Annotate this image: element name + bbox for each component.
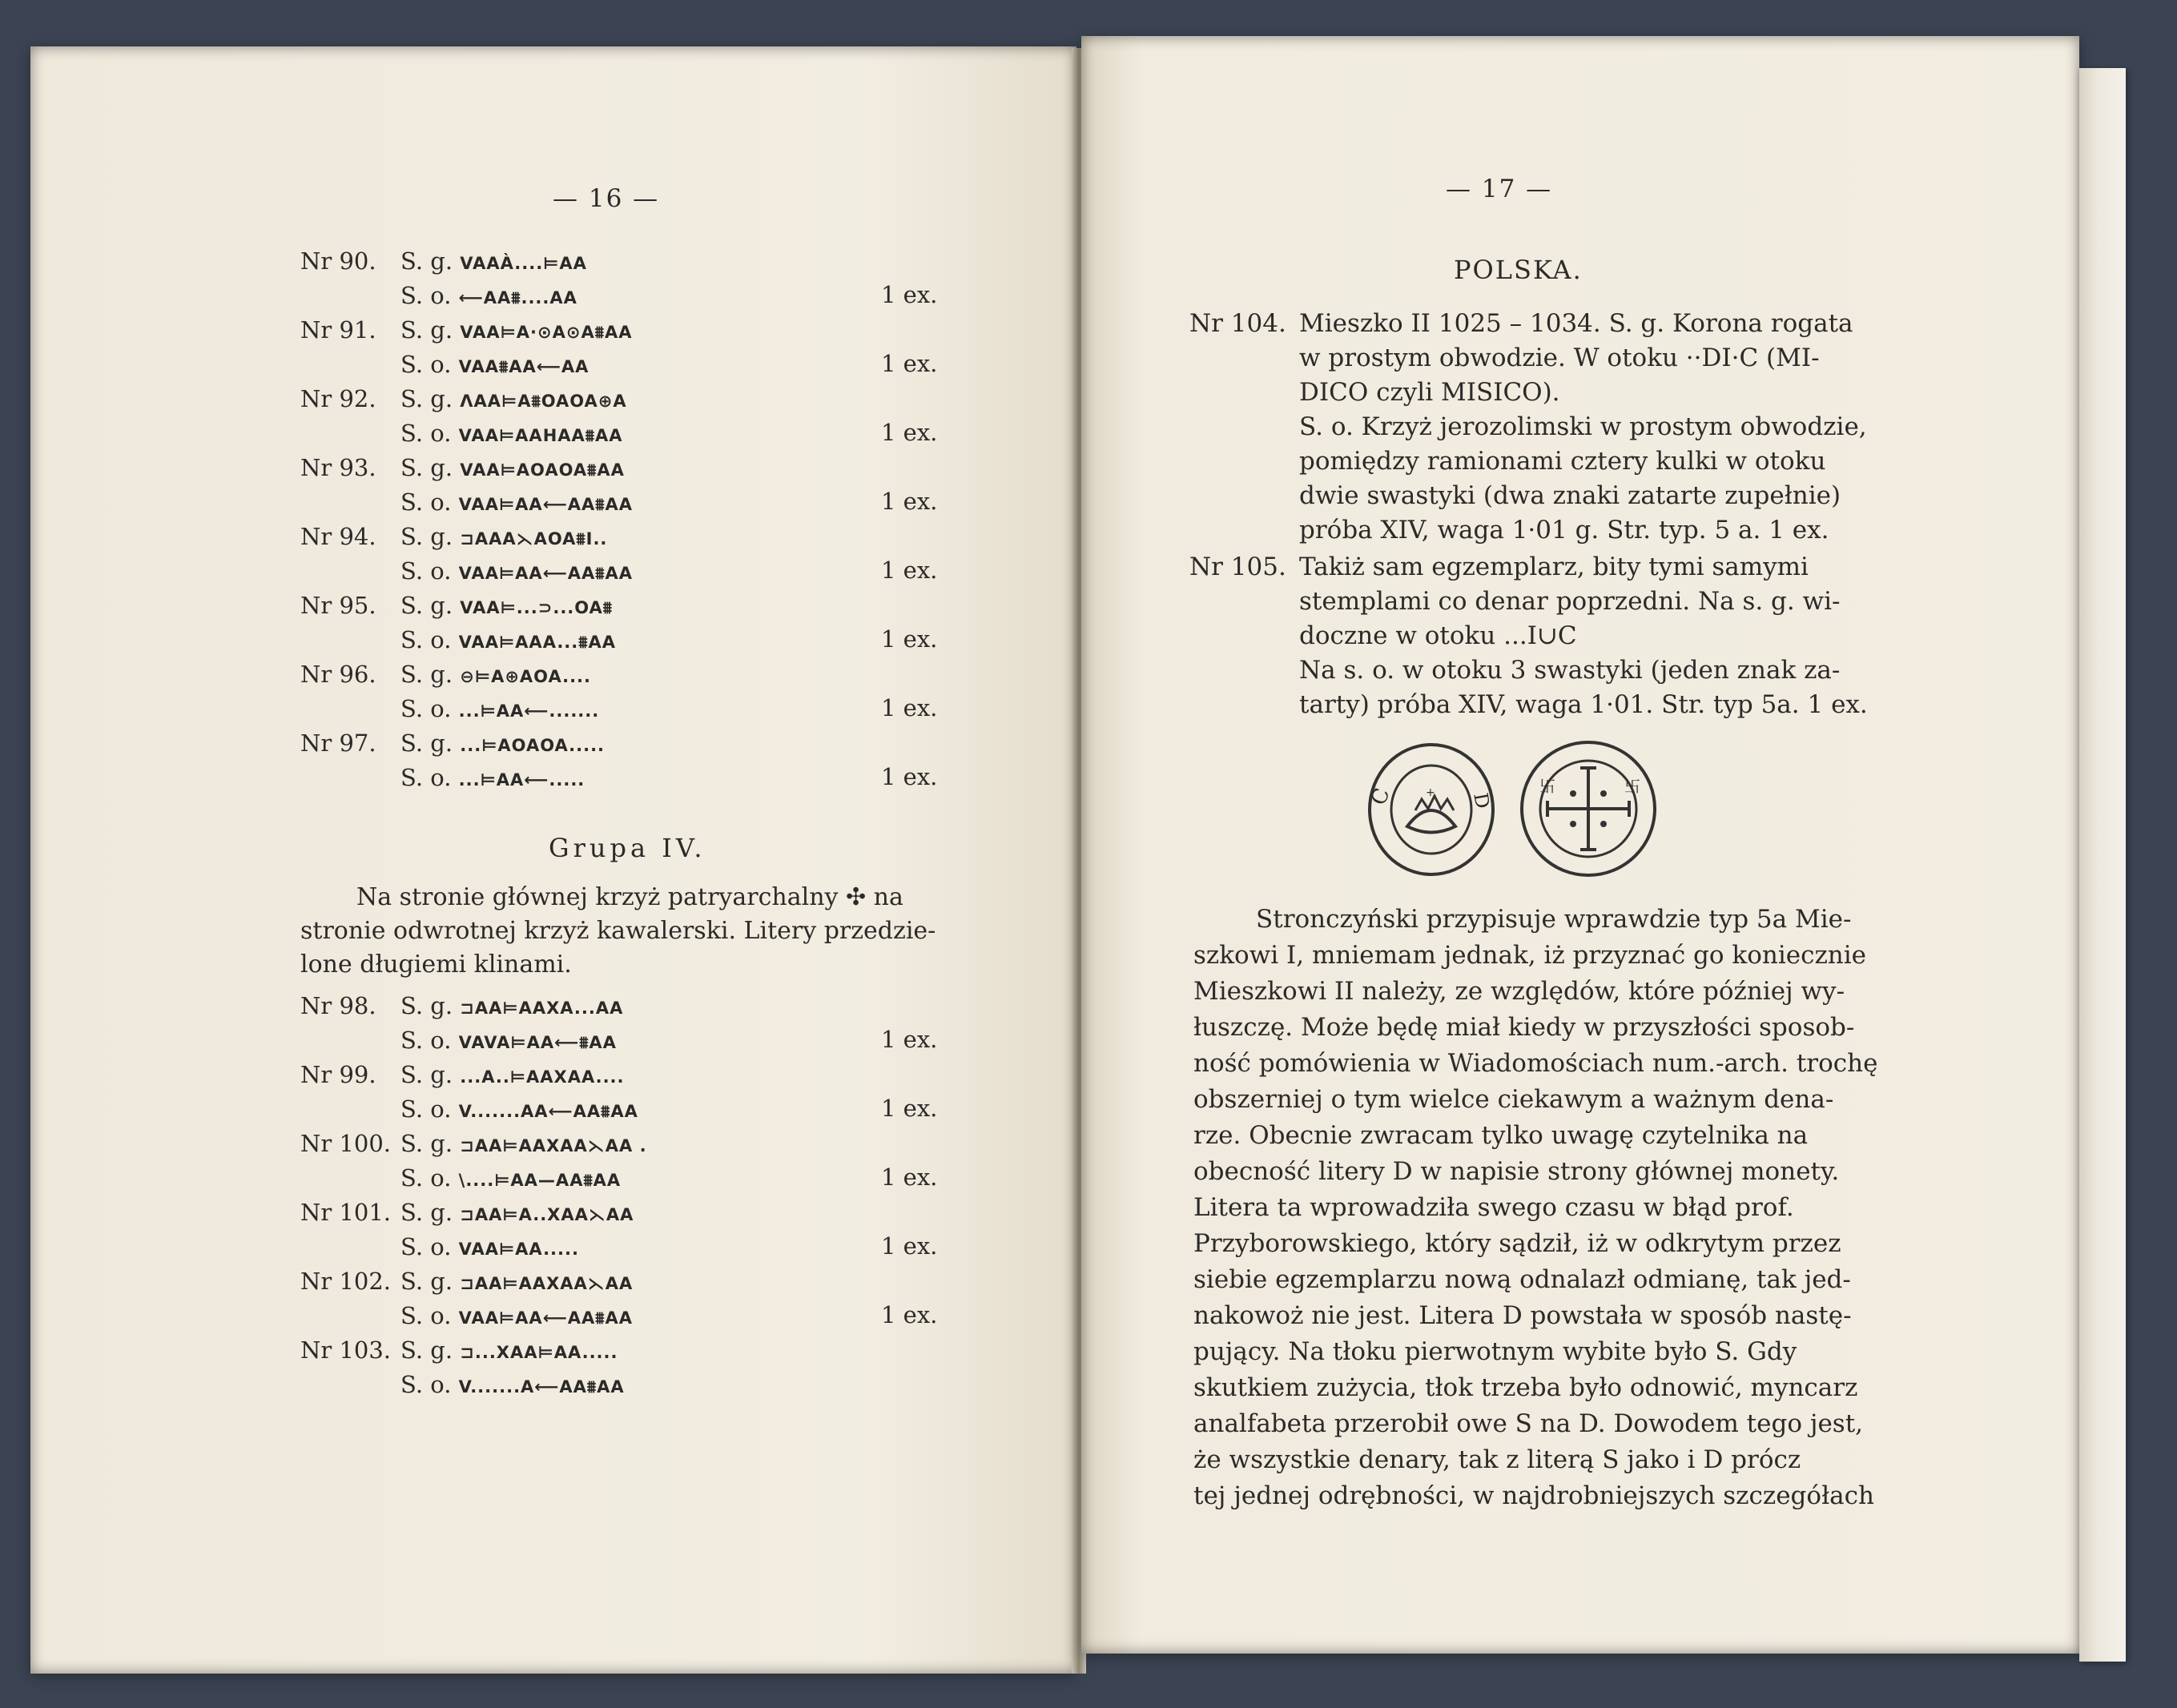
text-line: Mieszkowi II należy, ze względów, które później wy- (1193, 977, 1845, 1006)
entry-row (300, 660, 591, 691)
inscription: VAA⊨...⊃...OA⩩ (460, 598, 614, 617)
text-line: S. o. Krzyż jerozolimski w prostym obwodzie, (1299, 412, 1867, 441)
side-label: S. g. (400, 1061, 453, 1088)
text-line: że wszystkie denary, tak z literą S jako i D prócz (1193, 1445, 1801, 1474)
side-label: S. o. (400, 488, 452, 516)
text-line: ność pomówienia w Wiadomościach num.-arch. trochę (1193, 1049, 1878, 1078)
quantity: 1 ex. (881, 557, 938, 584)
cross-icon (1523, 744, 1653, 874)
inscription: V.......A⟵AA⩩AA (458, 1377, 625, 1397)
inscription: ⊐AA⊨AAXAA⋋AA (460, 1274, 634, 1293)
entry-row (400, 1095, 638, 1126)
entry-row (300, 1336, 618, 1367)
side-label: S. g. (400, 592, 453, 619)
quantity: 1 ex. (881, 281, 938, 308)
coin-letter: C (1366, 785, 1395, 809)
svg-text:+: + (1426, 786, 1435, 799)
side-label: S. o. (400, 420, 452, 447)
text-line: pujący. Na tłoku pierwotnym wybite było S. Gdy (1193, 1337, 1797, 1366)
quantity: 1 ex. (881, 1163, 938, 1191)
text-line: dwie swastyki (dwa znaki zatarte zupełnie) (1299, 481, 1841, 510)
text-line: Litera ta wprowadziła swego czasu w błąd prof. (1193, 1193, 1794, 1222)
entry-row (300, 315, 632, 347)
side-label: S. o. (400, 1095, 452, 1123)
side-label: S. g. (400, 661, 453, 688)
side-label: S. o. (400, 764, 452, 791)
text-line: próba XIV, waga 1·01 g. Str. typ. 5 a. 1 ex. (1299, 516, 1829, 545)
text-line: w prostym obwodzie. W otoku ··DI·C (MI- (1299, 344, 1820, 372)
text-line: stemplami co denar poprzedni. Na s. g. wi- (1299, 587, 1841, 616)
entry-row (300, 522, 607, 553)
text-line: obecność litery D w napisie strony głównej monety. (1193, 1157, 1840, 1186)
entry-number: Nr 98. (300, 992, 376, 1019)
text-line: nakowoż nie jest. Litera D powstała w sposób nastę- (1193, 1301, 1852, 1330)
text-line: doczne w otoku ...I∪C (1299, 621, 1577, 650)
side-label: S. o. (400, 626, 452, 653)
inscription: ...⊨AA⟵..... (458, 770, 585, 790)
side-label: S. g. (400, 729, 453, 757)
entry-row (300, 1129, 647, 1160)
inscription: VAA⊨A·⊙A⊙A⩩AA (460, 323, 633, 342)
inscription: VAA⩩AA⟵AA (458, 357, 590, 376)
entry-row (300, 453, 625, 484)
side-label: S. g. (400, 247, 453, 275)
inscription: ⊖⊨A⊕AOA.... (460, 667, 592, 686)
side-label: S. o. (400, 282, 452, 309)
entry-row (300, 1060, 625, 1091)
quantity: 1 ex. (881, 1301, 938, 1328)
entry-row (400, 763, 585, 794)
entry-row (400, 625, 616, 657)
entry-number: Nr 95. (300, 592, 376, 619)
entry-row (300, 247, 587, 278)
inscription: VAAÀ....⊨AA (460, 254, 587, 273)
quantity: 1 ex. (881, 1232, 938, 1260)
text-line: Stronczyński przypisuje wprawdzie typ 5a Mie- (1256, 905, 1852, 934)
svg-text:卐: 卐 (1624, 777, 1640, 796)
entry-number: Nr 96. (300, 661, 376, 688)
entry-row (400, 488, 633, 519)
entry-number: Nr 97. (300, 729, 376, 757)
entry-number: Nr 91. (300, 316, 376, 344)
entry-row (400, 350, 589, 381)
entry-row (400, 1370, 625, 1401)
quantity: 1 ex. (881, 1095, 938, 1122)
text-line: DICO czyli MISICO). (1299, 378, 1560, 407)
inscription: VAA⊨AAHAA⩩AA (458, 426, 623, 445)
entry-row (400, 419, 623, 450)
inscription: VAA⊨AA⟵AA⩩AA (458, 564, 634, 583)
entry-number: Nr 105. (1189, 553, 1286, 581)
inscription: ...A..⊨AAXAA.... (460, 1067, 625, 1087)
coin-reverse-drawing (1520, 741, 1656, 877)
inscription: ⊐AAA⋋AOA⩩I.. (460, 529, 608, 549)
group-text-line: stronie odwrotnej krzyż kawalerski. Litery przedzie- (300, 917, 936, 945)
quantity: 1 ex. (881, 350, 938, 377)
entry-row (400, 1163, 621, 1195)
text-line: Na s. o. w otoku 3 swastyki (jeden znak za- (1299, 656, 1841, 685)
side-label: S. g. (400, 1199, 453, 1226)
side-label: S. g. (400, 523, 453, 550)
side-label: S. o. (400, 1164, 452, 1192)
entry-number: Nr 102. (300, 1268, 392, 1295)
group-description (300, 881, 941, 982)
group-text-line: Na stronie głównej krzyż patryarchalny ✣ na (356, 883, 903, 911)
quantity: 1 ex. (881, 694, 938, 721)
page-edge (2079, 68, 2126, 1662)
group-heading: Grupa IV. (549, 833, 706, 863)
text-line: analfabeta przerobił owe S na D. Dowodem tego jest, (1193, 1409, 1864, 1438)
text-line: obszerniej o tym wielce ciekawym a ważnym dena- (1193, 1085, 1834, 1114)
entry-row (400, 1232, 579, 1264)
side-label: S. o. (400, 1371, 452, 1398)
entry-row (300, 384, 627, 416)
entry-row (400, 1026, 617, 1057)
text-line: szkowi I, mniemam jednak, iż przyznać go koniecznie (1193, 941, 1866, 970)
inscription: ...⊨AOAOA..... (460, 736, 606, 755)
entry-number: Nr 90. (300, 247, 376, 275)
entry-row (400, 281, 577, 312)
entry-number: Nr 100. (300, 1130, 392, 1157)
entry-row (400, 1301, 633, 1332)
inscription: VAA⊨AA..... (458, 1240, 579, 1259)
entry-number: Nr 101. (300, 1199, 392, 1226)
entry-row (300, 991, 623, 1023)
entry-row (300, 1267, 633, 1298)
quantity: 1 ex. (881, 625, 938, 653)
text-line: pomiędzy ramionami cztery kulki w otoku (1299, 447, 1826, 476)
text-line: rze. Obecnie zwracam tylko uwagę czytelnika na (1193, 1121, 1809, 1150)
inscription: \....⊨AA—AA⩩AA (458, 1171, 622, 1190)
inscription: ⊐...XAA⊨AA..... (460, 1343, 618, 1362)
entry-row (400, 557, 633, 588)
text-line: Przyborowskiego, który sądził, iż w odkrytym przez (1193, 1229, 1841, 1258)
group-text-line: lone długiemi klinami. (300, 950, 572, 979)
side-label: S. g. (400, 1130, 453, 1157)
text-line: łuszczę. Może będę miał kiedy w przyszłości sposob- (1193, 1013, 1855, 1042)
inscription: V.......AA⟵AA⩩AA (458, 1102, 638, 1121)
inscription: VAA⊨AA⟵AA⩩AA (458, 495, 634, 514)
quantity: 1 ex. (881, 488, 938, 515)
entry-row (300, 591, 613, 622)
text-line: Takiż sam egzemplarz, bity tymi samymi (1299, 553, 1809, 581)
side-label: S. o. (400, 557, 452, 585)
quantity: 1 ex. (881, 1026, 938, 1053)
side-label: S. g. (400, 1268, 453, 1295)
side-label: S. g. (400, 385, 453, 412)
inscription: ⊐AA⊨AAXAA⋋AA . (460, 1136, 647, 1155)
side-label: S. o. (400, 695, 452, 722)
entry-number: Nr 103. (300, 1336, 392, 1364)
side-label: S. o. (400, 1027, 452, 1054)
entry-row (400, 694, 599, 725)
svg-text:卐: 卐 (1539, 777, 1555, 796)
inscription: VAA⊨AA⟵AA⩩AA (458, 1308, 634, 1328)
inscription: VAA⊨AAA...⩩AA (458, 633, 616, 652)
text-line: siebie egzemplarzu nową odnalazł odmianę, tak jed- (1193, 1265, 1851, 1294)
inscription: ΛAA⊨A⩩OAOA⊕A (460, 392, 627, 411)
coin-obverse-drawing (1368, 743, 1495, 876)
quantity: 1 ex. (881, 419, 938, 446)
text-line: skutkiem zużycia, tłok trzeba było odnowić, myncarz (1193, 1373, 1858, 1402)
side-label: S. g. (400, 454, 453, 481)
entry-number: Nr 99. (300, 1061, 376, 1088)
inscription: VAA⊨AOAOA⩩AA (460, 460, 625, 480)
coin-letter: D (1469, 791, 1495, 810)
section-heading: POLSKA. (1454, 255, 1583, 285)
text-line: tej jednej odrębności, w najdrobniejszych szczegółach (1193, 1481, 1874, 1510)
entry-row (300, 1198, 634, 1229)
side-label: S. g. (400, 316, 453, 344)
page-number-right: — 17 — (1446, 175, 1553, 203)
side-label: S. g. (400, 1336, 453, 1364)
entry-number: Nr 93. (300, 454, 376, 481)
entry-row (300, 729, 605, 760)
entry-number: Nr 92. (300, 385, 376, 412)
inscription: ⊐AA⊨A..XAA⋋AA (460, 1205, 634, 1224)
quantity: 1 ex. (881, 763, 938, 790)
inscription: VAVA⊨AA⟵⩩AA (458, 1033, 617, 1052)
inscription: ...⊨AA⟵....... (458, 701, 600, 721)
page-number-left: — 16 — (553, 184, 660, 213)
side-label: S. g. (400, 992, 453, 1019)
side-label: S. o. (400, 351, 452, 378)
side-label: S. o. (400, 1302, 452, 1329)
side-label: S. o. (400, 1233, 452, 1260)
inscription: ⟵AA⩩....AA (458, 288, 577, 307)
text-line: Mieszko II 1025 – 1034. S. g. Korona rogata (1299, 309, 1853, 338)
text-line: tarty) próba XIV, waga 1·01. Str. typ 5a. 1 ex. (1299, 690, 1868, 719)
entry-number: Nr 94. (300, 523, 376, 550)
entry-number: Nr 104. (1189, 309, 1286, 338)
inscription: ⊐AA⊨AAXA...AA (460, 999, 624, 1018)
